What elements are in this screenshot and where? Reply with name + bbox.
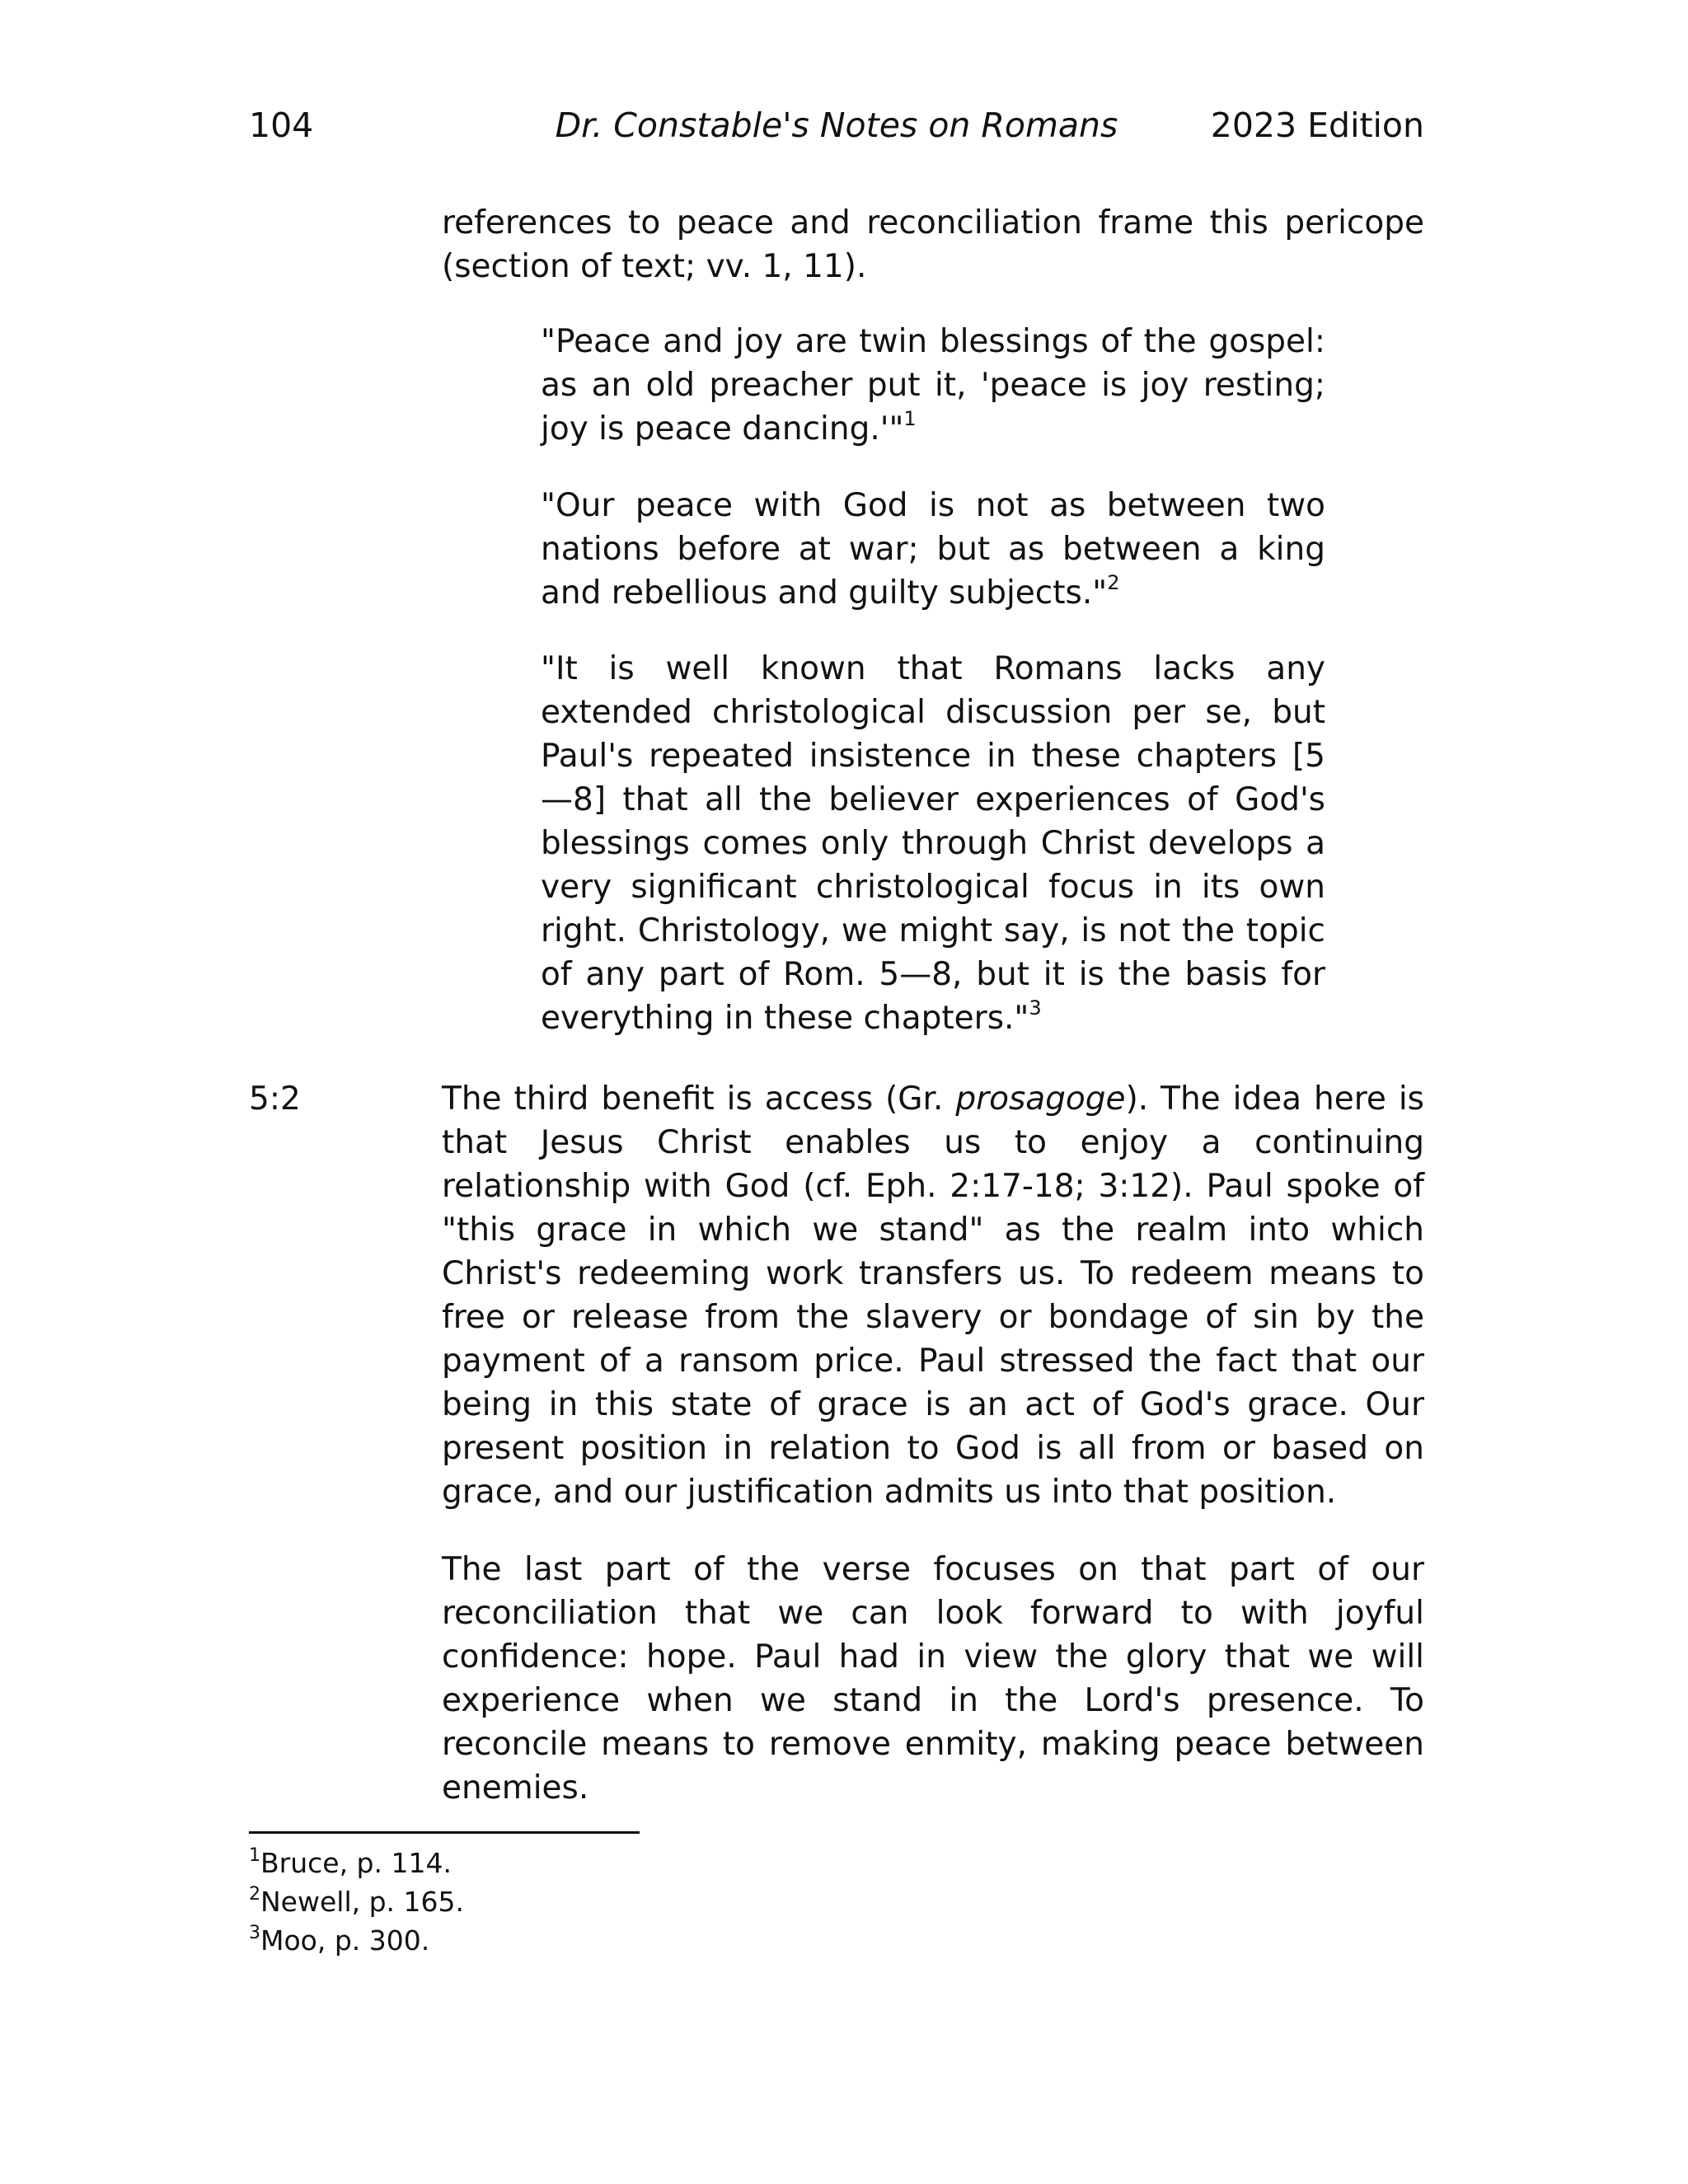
footnote-ref: 2 [1107, 571, 1120, 594]
quote-text: "Our peace with God is not as between two nations before at war; but as between a king and rebellious and guilty subjects." [541, 487, 1325, 612]
block-quote-2 [541, 484, 1325, 615]
verse-paragraph-2: The last part of the verse focuses on that part of our reconciliation that we can look forward to with joyful confidence: hope. Paul had in view the glory that we will experience when we stand in the Lord's presence. To reconcile means to remove enmity, making peace between enemies. [442, 1551, 1424, 1807]
footnotes [249, 1844, 464, 1960]
edition-label: 2023 Edition [1210, 105, 1424, 145]
footnote-2: $^2$Newell, p. 165. [249, 1884, 465, 1918]
intro-paragraph: references to peace and reconciliation frame this pericope (section of text; vv. 1, 11). [442, 204, 1424, 285]
page-number: 104 [249, 105, 314, 145]
block-quote-3 [541, 647, 1325, 1040]
greek-term: prosagoge [955, 1080, 1126, 1118]
book-title: Dr. Constable's Notes on Romans [555, 105, 1118, 145]
block-quote-1 [541, 320, 1325, 451]
quote-text: "It is well known that Romans lacks any extended christological discussion per se, but Paul's repeated insistence in these chapters [5—8] that all the believer experiences of God's blessings comes only through Christ develops a very significant christological focus in its own right. Christology, we might say, is not the topic of any part of Rom. 5—8, but it is the basis for everything in these chapters." [541, 650, 1325, 1037]
footnote-1: $^1$Bruce, p. 114. [249, 1845, 452, 1879]
verse-paragraph-1: The third benefit is access (Gr. prosagoge). The idea here is that Jesus Christ enables us to enjoy a continuing relationship with God (cf. Eph. 2:17-18; 3:12). Paul spoke of "this grace in which we stand" as the realm into which Christ's redeeming work transfers us. To redeem means to free or release from the slavery or bondage of sin by the payment of a ransom price. Paul stressed the fact that our being in this state of grace is an act of God's grace. Our present position in relation to God is all from or based on grace, and our justification admits us into that position. [442, 1080, 1424, 1511]
footnote-3: $^3$Moo, p. 300. [249, 1923, 430, 1957]
footnote-divider [249, 1831, 640, 1834]
footnote-ref: 3 [1029, 996, 1042, 1019]
footnote-ref: 1 [903, 407, 917, 430]
quote-text: "Peace and joy are twin blessings of the gospel: as an old preacher put it, 'peace is joy resting; joy is peace dancing.'" [541, 323, 1325, 448]
verse-label: 5:2 [249, 1080, 301, 1118]
page-header [249, 102, 1424, 148]
